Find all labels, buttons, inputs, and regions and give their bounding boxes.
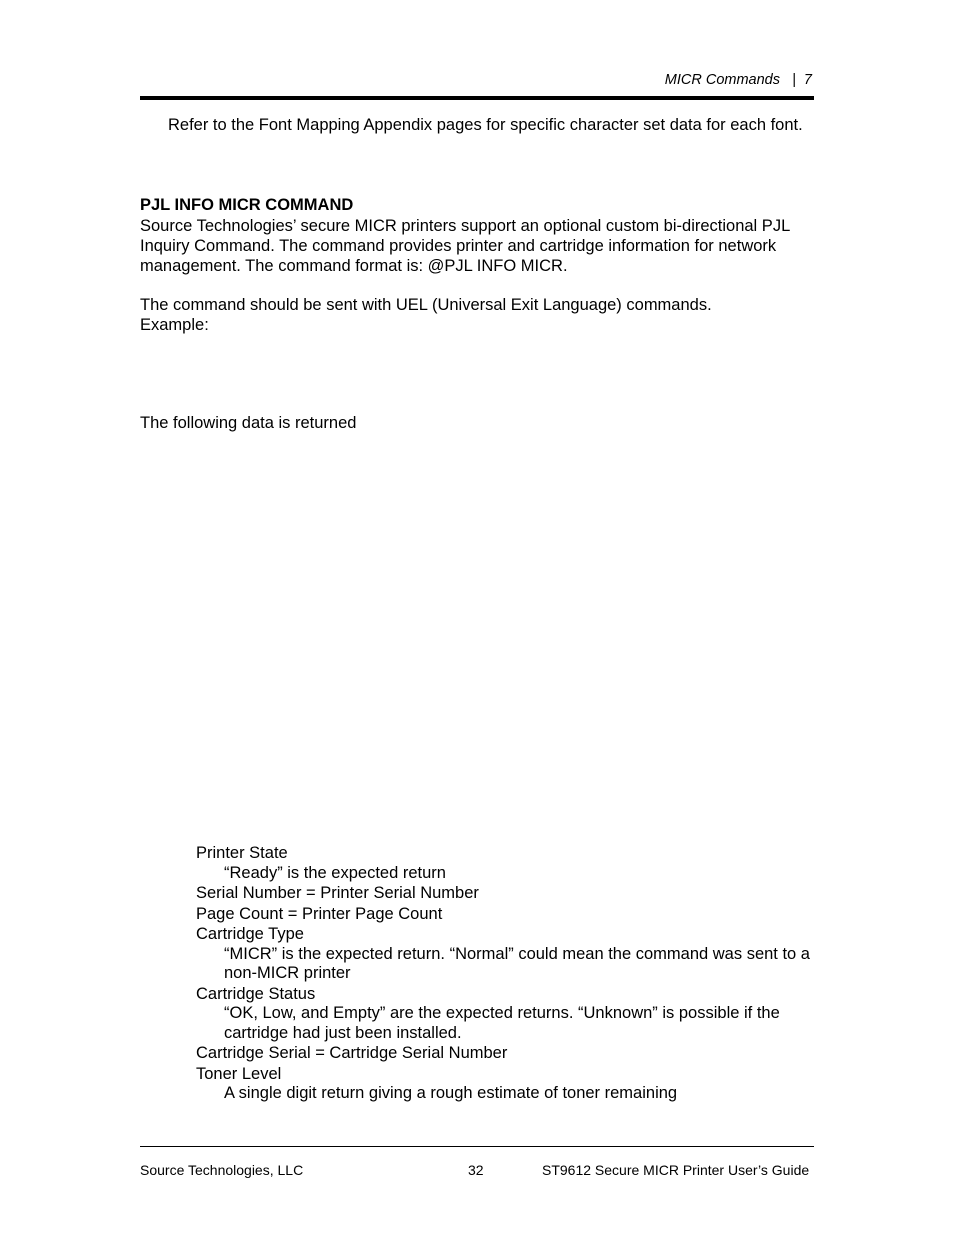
header-section: MICR Commands	[664, 72, 780, 88]
return-item-printer-state: Printer State	[196, 844, 288, 862]
return-desc-toner-level: A single digit return giving a rough estimate of toner remaining	[224, 1084, 678, 1102]
paragraph-2-line-1: The command should be sent with UEL (Universal Exit Language) commands.	[140, 296, 712, 314]
return-item-toner-level: Toner Level	[196, 1064, 282, 1083]
return-item-cartridge-type: Cartridge Type	[196, 925, 304, 943]
section-paragraph-1: Source Technologies’ secure MICR printers support an optional custom bi-directional PJL Inquiry Command. The command provides printer and cartridge information for network management. The command format is: @PJL INFO MICR.	[140, 217, 790, 275]
header-separator: |	[792, 72, 796, 88]
intro-paragraph: Refer to the Font Mapping Appendix pages for specific character set data for each font.	[168, 116, 803, 134]
footer-page-number: 32	[468, 1162, 484, 1178]
return-item-page-count: Page Count = Printer Page Count	[196, 904, 443, 923]
section-title: PJL INFO MICR COMMAND	[140, 196, 354, 214]
header-chapter: 7	[803, 72, 812, 88]
return-desc-printer-state: “Ready” is the expected return	[224, 863, 446, 882]
footer-rule	[140, 1146, 814, 1147]
returns-list	[196, 843, 816, 1104]
return-item-cartridge-status: Cartridge Status	[196, 984, 316, 1003]
paragraph-2-line-2: Example:	[140, 316, 209, 334]
returned-data-intro: The following data is returned	[140, 414, 357, 432]
return-desc-cartridge-status: “OK, Low, and Empty” are the expected returns. “Unknown” is possible if the cartridge had just been installed.	[224, 1004, 780, 1042]
footer-guide-title: ST9612 Secure MICR Printer User’s Guide	[542, 1162, 810, 1178]
return-desc-cartridge-type: “MICR” is the expected return. “Normal” could mean the command was sent to a non-MICR printer	[224, 944, 810, 982]
running-header	[665, 72, 812, 88]
section-paragraph-2	[140, 295, 814, 335]
header-rule	[140, 96, 814, 100]
return-item-cartridge-serial: Cartridge Serial = Cartridge Serial Number	[196, 1044, 508, 1062]
footer-company: Source Technologies, LLC	[140, 1162, 304, 1178]
return-item-serial-number: Serial Number = Printer Serial Number	[196, 884, 479, 902]
